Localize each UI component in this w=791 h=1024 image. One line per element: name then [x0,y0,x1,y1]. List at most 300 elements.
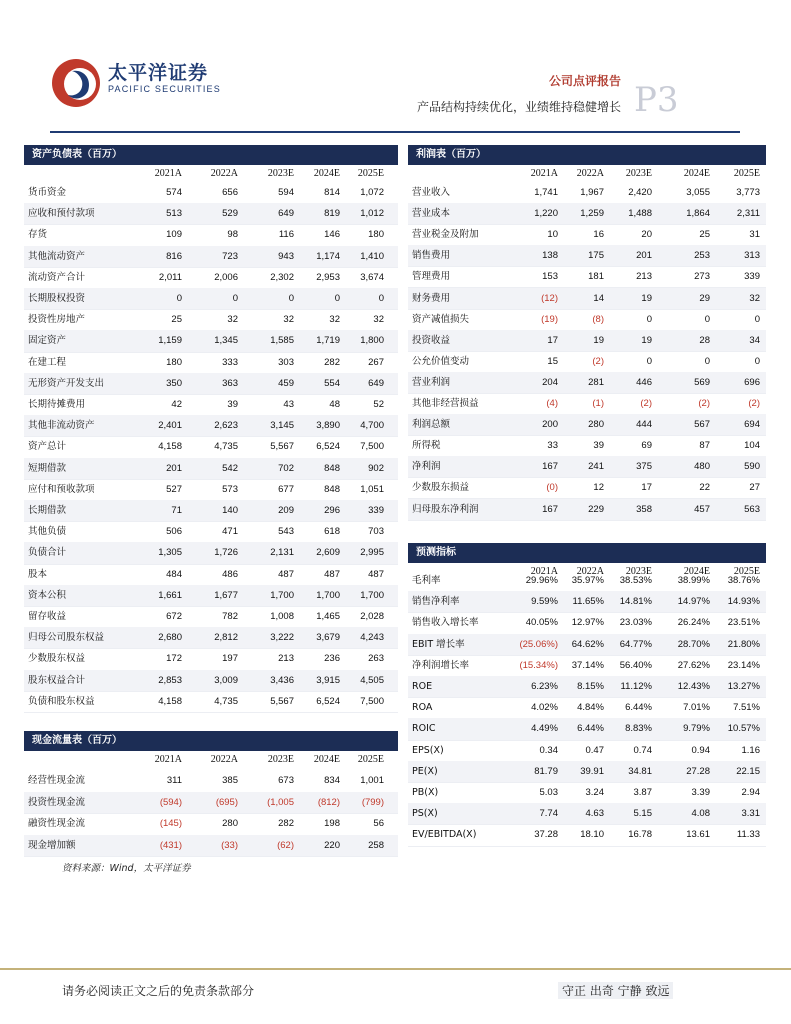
row-label: 营业收入 [412,187,451,198]
table-cell: 723 [222,250,238,262]
table-cell: (2) [640,398,652,409]
table-cell: 2,028 [360,611,384,622]
table-cell: 703 [368,526,384,538]
table-cell: 38.53% [619,575,652,586]
table-cell: 529 [222,208,238,220]
table-cell: 363 [222,377,238,389]
row-label: 股本 [28,568,48,580]
table-cell: 38.99% [677,575,710,586]
table-cell: 18.10 [580,829,604,841]
table-cell: 296 [324,505,340,516]
table-cell: 140 [222,505,238,516]
table-cell: 618 [324,526,340,538]
table-cell: 38.76% [727,575,760,586]
data-source-note: 资料来源：Wind，太平洋证券 [62,863,191,874]
table-cell: 64.77% [619,638,652,650]
column-header: 2025E [733,168,760,179]
table-row [24,203,398,225]
table-cell: 1,259 [580,208,604,220]
table-cell: 209 [278,505,294,516]
table-cell: 27.62% [677,659,710,671]
pacific-securities-logo-icon [50,57,102,109]
row-label: 应付和预收款项 [28,483,95,495]
table-cell: (33) [221,839,238,851]
table-cell: 486 [222,568,238,580]
table-cell: 201 [166,462,182,474]
table-cell: 33 [547,440,558,452]
table-cell: 229 [588,503,604,515]
table-cell: 56.40% [619,659,652,671]
table-row [408,761,766,783]
table-row [408,393,766,415]
table-cell: 3,915 [316,674,340,686]
table-cell: 181 [588,271,604,283]
table-cell: 573 [222,483,238,495]
table-cell: (594) [159,796,182,808]
table-cell: 339 [744,271,760,283]
table-cell: 0.47 [585,744,604,756]
table-cell: 834 [324,775,340,786]
table-cell: 12.97% [571,617,604,629]
table-cell: 1,488 [628,208,652,220]
table-cell: 358 [636,503,652,515]
table-cell: 4.02% [531,702,558,714]
row-label: 现金增加额 [28,839,76,851]
table-cell: 32 [283,314,294,326]
report-type: 公司点评报告 [548,74,621,88]
column-header: 2023E [625,566,652,577]
table-cell: 3.24 [585,787,604,798]
column-header: 2021A [530,168,558,179]
table-row [408,203,766,225]
table-cell: 2,680 [158,632,182,644]
table-cell: 138 [542,250,558,262]
column-header: 2025E [357,754,384,765]
header-divider [50,131,740,133]
table-cell: 303 [278,356,294,368]
row-label: 固定资产 [28,335,67,347]
table-cell: 2,311 [736,208,760,220]
table-cell: 263 [368,653,384,665]
table-cell: 12 [593,482,604,494]
table-cell: 1,410 [360,250,384,262]
table-row [24,564,398,586]
row-label: 长期待摊费用 [28,399,86,410]
column-header: 2024E [683,168,710,179]
page-number: P3 [634,80,679,120]
table-row [24,500,398,522]
column-header: 2022A [576,168,604,179]
table-cell: 14 [593,292,604,304]
table-cell: 943 [278,250,294,262]
table-cell: 7,500 [360,441,384,453]
table-cell: 267 [368,356,384,368]
table-cell: 282 [278,818,294,829]
table-row [408,351,766,373]
table-cell: 484 [166,568,182,580]
table-cell: 4,158 [158,695,182,707]
table-cell: 172 [166,653,182,665]
table-cell: 39 [227,399,238,410]
table-cell: 696 [744,376,760,388]
table-cell: (25.06%) [519,638,558,650]
row-label: 无形资产开发支出 [28,377,105,389]
table-cell: 444 [636,419,652,431]
table-cell: 6.44% [625,702,652,714]
table-cell: 590 [744,461,760,473]
table-cell: 3.39 [691,787,710,798]
table-cell: 2,853 [158,674,182,686]
row-label: 其他流动资产 [28,250,86,262]
table-cell: 3,674 [360,271,384,283]
table-cell: 487 [368,568,384,580]
table-cell: 814 [324,187,340,198]
table-cell: 2,623 [214,420,238,432]
table-cell: 554 [324,377,340,389]
table-cell: 4,735 [214,695,238,707]
table-cell: 27 [749,482,760,494]
table-cell: 0 [646,313,652,325]
table-cell: (145) [159,818,182,829]
table-cell: 9.79% [683,723,710,735]
column-header: 2024E [683,566,710,577]
table-cell: (2) [748,398,760,409]
table-row [408,824,766,846]
table-row [24,267,398,289]
table-cell: 2,131 [270,547,294,559]
table-cell: 848 [324,483,340,495]
table-row [408,477,766,499]
table-cell: 22 [699,482,710,494]
table-cell: 649 [368,377,384,389]
table-row [408,266,766,288]
table-cell: 39.91 [580,765,604,777]
table-cell: 656 [222,187,238,198]
row-label: 短期借款 [28,462,67,474]
table-cell: 1.16 [741,744,760,756]
row-label: 应收和预付款项 [28,208,95,220]
table-cell: 0 [754,355,760,367]
table-cell: 4,700 [360,420,384,432]
table-row [408,570,766,592]
table-cell: 2.94 [741,787,760,798]
table-cell: 28 [699,334,710,346]
table-cell: 40.05% [525,617,558,629]
table-cell: 673 [278,775,294,786]
table-cell: 1,345 [214,335,238,347]
table-cell: 848 [324,462,340,474]
table-row [24,352,398,374]
table-cell: 281 [588,376,604,388]
table-cell: 27.28 [686,765,710,777]
row-label: 留存收益 [28,611,67,622]
column-header: 2021A [154,754,182,765]
table-cell: 5,567 [270,441,294,453]
table-row [24,606,398,628]
column-header: 2021A [530,566,558,577]
row-label: 长期股权投资 [28,293,86,304]
row-label: 资产减值损失 [412,313,470,325]
table-cell: 280 [588,419,604,431]
table-cell: 1,726 [214,547,238,559]
table-cell: 5,567 [270,695,294,707]
table-row [408,697,766,719]
table-row [24,542,398,564]
row-label: ROIC [412,723,436,735]
column-header: 2024E [313,168,340,179]
table-cell: 15 [547,355,558,367]
column-header: 2021A [154,168,182,179]
row-label: 财务费用 [412,292,451,304]
row-label: 资产总计 [28,441,67,453]
table-cell: 23.51% [727,617,760,629]
balance-sheet-title: 资产负债表（百万） [24,145,398,165]
table-cell: 574 [166,187,182,198]
table-cell: 6,524 [316,441,340,453]
table-cell: 17 [547,334,558,346]
table-cell: 23.14% [727,659,760,671]
table-cell: (4) [546,398,558,409]
table-cell: 1,967 [580,187,604,198]
table-cell: 64.62% [571,638,604,650]
table-cell: 11.33 [736,829,760,841]
table-cell: 180 [166,356,182,368]
table-cell: 3,436 [270,674,294,686]
table-cell: (1) [592,398,604,409]
table-cell: 0 [176,293,182,304]
table-cell: 694 [744,419,760,431]
table-cell: 116 [278,229,294,241]
table-row [408,634,766,656]
table-cell: 14.97% [677,596,710,608]
table-row [408,676,766,698]
table-row [24,394,398,416]
table-cell: 902 [368,462,384,474]
table-cell: 385 [222,775,238,786]
table-row [24,182,398,204]
table-cell: 26.24% [677,617,710,629]
table-cell: 5.15 [633,808,652,820]
table-cell: 180 [368,229,384,241]
row-label: PS(X) [412,808,438,820]
table-cell: 280 [222,818,238,829]
table-row [24,770,398,793]
forecast-metrics-table [408,564,766,856]
table-cell: 201 [636,250,652,262]
table-cell: 333 [222,356,238,368]
row-label: 营业成本 [412,208,451,220]
cash-flow-title: 现金流量表（百万） [24,731,398,751]
table-cell: 213 [278,653,294,665]
table-cell: 31 [749,229,760,241]
row-label: 少数股东权益 [28,653,86,665]
table-cell: 0 [704,313,710,325]
table-row [24,648,398,670]
table-cell: 14.93% [727,596,760,608]
table-cell: 0 [288,293,294,304]
table-row [24,670,398,692]
table-cell: 197 [222,653,238,665]
table-row [408,499,766,521]
column-header: 2023E [267,754,294,765]
table-cell: 34 [749,334,760,346]
row-label: 其他非经营损益 [412,398,479,409]
table-cell: 4,505 [360,674,384,686]
column-header: 2022A [576,566,604,577]
table-cell: 35.97% [571,575,604,586]
table-cell: 7,500 [360,695,384,707]
table-cell: 29.96% [525,575,558,586]
table-cell: 4,158 [158,441,182,453]
table-cell: 2,006 [214,271,238,283]
table-cell: 3.31 [741,808,760,820]
table-cell: (1,005 [267,796,294,808]
table-cell: 28.70% [677,638,710,650]
table-row [408,782,766,804]
table-cell: 0 [232,293,238,304]
table-cell: (2) [592,355,604,367]
table-row [408,309,766,331]
row-label: EBIT 增长率 [412,638,465,650]
table-cell: 21.80% [727,638,760,650]
row-label: 长期借款 [28,505,67,516]
table-row [408,456,766,478]
table-cell: 4.49% [531,723,558,735]
table-row [408,591,766,613]
table-cell: 816 [166,250,182,262]
table-cell: 3.87 [633,787,652,798]
table-cell: 2,401 [158,420,182,432]
table-cell: 29 [699,292,710,304]
table-row [408,414,766,436]
row-label: 资本公积 [28,589,67,601]
row-label: 归母公司股东权益 [28,632,105,644]
table-cell: 13.27% [727,681,760,692]
table-cell: 32 [749,292,760,304]
row-label: 销售净利率 [412,596,460,608]
table-cell: 3,055 [686,187,710,198]
table-cell: 16 [593,229,604,241]
table-cell: 48 [329,399,340,410]
table-cell: 6,524 [316,695,340,707]
table-cell: 2,420 [628,187,652,198]
table-cell: (62) [277,839,294,851]
table-cell: 527 [166,483,182,495]
table-cell: 81.79 [534,765,558,777]
table-cell: 0.34 [539,744,558,756]
table-cell: 19 [593,334,604,346]
row-label: ROE [412,681,433,692]
row-label: 少数股东损益 [412,482,470,494]
table-cell: 1,719 [316,335,340,347]
table-cell: 175 [588,250,604,262]
table-cell: 34.81 [628,765,652,777]
row-label: 销售收入增长率 [412,617,479,629]
table-cell: 4,735 [214,441,238,453]
row-label: 投资性房地产 [28,314,86,326]
table-cell: 0.94 [691,744,710,756]
table-cell: 2,995 [360,547,384,559]
column-header: 2025E [357,168,384,179]
row-label: 销售费用 [412,250,451,262]
table-cell: (812) [317,796,340,808]
row-label: EV/EBITDA(X) [412,829,477,841]
table-cell: 37.28 [534,829,558,841]
row-label: 投资性现金流 [28,796,86,808]
table-cell: 3,679 [316,632,340,644]
table-cell: 204 [542,376,558,388]
table-row [408,245,766,267]
row-label: 营业利润 [412,376,451,388]
table-cell: 506 [166,526,182,538]
row-label: 投资收益 [412,334,451,346]
table-cell: 7.51% [733,702,760,714]
row-label: 经营性现金流 [28,775,86,786]
table-cell: 167 [542,503,558,515]
column-header: 2023E [267,168,294,179]
table-cell: 0.74 [633,744,652,756]
table-cell: 1,220 [534,208,558,220]
table-cell: 19 [641,292,652,304]
table-cell: (8) [592,313,604,325]
table-cell: 0 [704,355,710,367]
table-cell: 2,302 [270,271,294,283]
table-cell: 2,609 [316,547,340,559]
table-cell: 1,800 [360,335,384,347]
table-cell: 487 [324,568,340,580]
table-cell: 213 [636,271,652,283]
table-row [24,835,398,858]
table-row [408,330,766,352]
table-row [408,224,766,246]
table-cell: 273 [694,271,710,283]
table-cell: 109 [166,229,182,241]
table-cell: 4.84% [577,702,604,714]
table-cell: 39 [593,440,604,452]
table-cell: (2) [698,398,710,409]
table-cell: 569 [694,376,710,388]
table-cell: 1,741 [534,187,558,198]
table-cell: 19 [641,334,652,346]
table-cell: 3,009 [214,674,238,686]
row-label: 存货 [28,229,48,241]
table-cell: 3,222 [270,632,294,644]
table-cell: 702 [278,462,294,474]
table-cell: 7.74 [539,808,558,820]
table-cell: 12.43% [677,681,710,692]
table-cell: 146 [324,229,340,241]
table-cell: 1,661 [158,589,182,601]
table-cell: (799) [361,796,384,808]
table-cell: 1,008 [270,611,294,622]
table-row [408,612,766,634]
table-cell: 104 [744,440,760,452]
footer-divider [0,968,791,970]
table-cell: 98 [227,229,238,241]
table-cell: 446 [636,376,652,388]
table-row [24,309,398,331]
row-label: 负债合计 [28,547,67,559]
table-cell: 313 [744,250,760,262]
table-cell: 1,072 [360,187,384,198]
table-row [408,372,766,394]
table-row [24,479,398,501]
table-row [24,813,398,836]
table-cell: 23.03% [619,617,652,629]
report-subtitle: 产品结构持续优化，业绩维持稳健增长 [416,100,621,114]
footer-disclaimer: 请务必阅读正文之后的免责条款部分 [62,984,255,998]
row-label: 毛利率 [412,575,441,586]
